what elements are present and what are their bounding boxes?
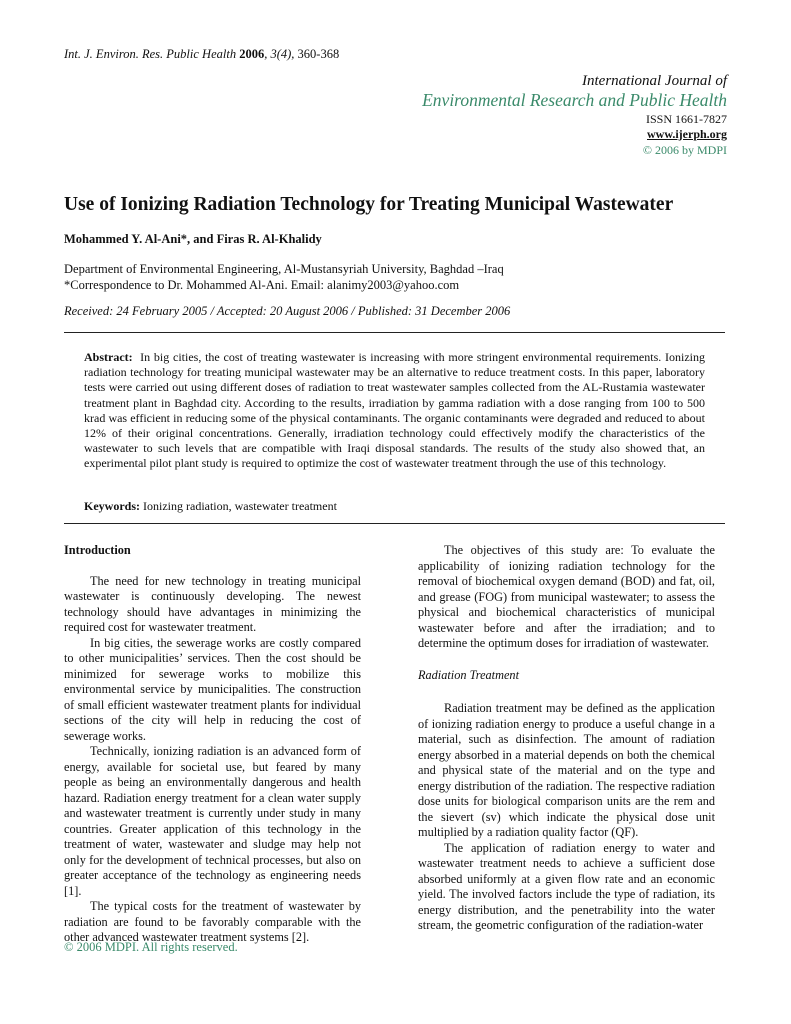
paragraph: Technically, ionizing radiation is an advanced form of energy, available for societal use, but feared by many people as being an environmentally dangerous and health hazard. Radiation energy treatment for a clean water supply and wastewater treatment is currently under study in many countries. Greater application of this technology in the treatment of water, wastewater and sludge may help not only for the development of technical processes, but also on greater acceptance of the technology as engineering needs [1]. [64, 744, 361, 898]
affiliation-line: Department of Environmental Engineering, Al-Mustansyriah University, Baghdad –Iraq [64, 262, 504, 276]
journal-name-line1: International Journal of [582, 73, 727, 89]
keywords-label: Keywords: [84, 499, 140, 513]
divider-bottom [64, 523, 725, 524]
column-right [418, 543, 715, 934]
paragraph: The application of radiation energy to water and wastewater treatment needs to achieve a sufficient dose absorbed uniformly at a given flow rate and an economic yield. The involved factors include the type of radiation, its energy distribution, and the penetrability into the water stream, the geometric configuration of the radiation-water [418, 840, 715, 932]
journal-website-link[interactable]: www.ijerph.org [647, 127, 727, 141]
citation-year: 2006 [239, 47, 265, 61]
paragraph: Radiation treatment may be defined as the application of ionizing radiation energy to produce a useful change in a material, such as disinfection. The amount of radiation energy absorbed in a material depends on both the chemical and physical state of the material and on the type and energy distribution of the radiation. The respective radiation dose units for biological comparison units are the rem and the sievert (sv) which indicate the physical dose unit multiplied by a radiation quality factor (QF). [418, 701, 715, 839]
footer-copyright: © 2006 MDPI. All rights reserved. [64, 940, 238, 954]
keywords-text: Ionizing radiation, wastewater treatment [143, 499, 337, 513]
keywords [84, 499, 337, 514]
abstract-text: In big cities, the cost of treating wastewater is increasing with more stringent environmental requirements. Ionizing radiation technology for treating municipal wastewater may be an alternative to reduce treatment costs. In this paper, laboratory tests were carried out using different doses of radiation to treat wastewater samples collected from the AL-Rustamia wastewater treatment plant in Baghdad city. According to the results, irradiation by gamma radiation with a dose ranging from 100 to 500 krad was efficient in reducing some of the physical contaminants. The organic contaminants were degraded and reduced to about 12% of their original concentrations. Generally, irradiation technology could effectively modify the characteristics of the wastewater to such levels that are compatible with Iraqi disposal standards. The results of the study also showed that, an experimental pilot plant study is required to optimize the cost of wastewater treatment through the use of this technology. [84, 350, 705, 471]
journal-name-line2: Environmental Research and Public Health [422, 90, 727, 110]
citation-pages: 360-368 [297, 47, 340, 61]
paragraph: The objectives of this study are: To evaluate the applicability of ionizing radiation technology for the removal of biochemical oxygen demand (BOD) and fat, oil, and grease (FOG) from municipal wastewater; to assess the physical and biochemical characteristics of municipal wastewater before and after the irradiation; and to determine the optimum doses for irradiation of wastewater. [418, 543, 715, 650]
article-dates: Received: 24 February 2005 / Accepted: 20 August 2006 / Published: 31 December 2006 [64, 304, 511, 318]
section-heading-introduction: Introduction [64, 543, 131, 557]
citation-issue: 3(4) [270, 47, 292, 61]
paragraph: The need for new technology in treating municipal wastewater is continuously developing. The newest technology should have advantages in minimizing the required cost for wastewater treatment. [64, 573, 361, 634]
issn: ISSN 1661-7827 [645, 112, 727, 126]
article-title: Use of Ionizing Radiation Technology for Treating Municipal Wastewater [64, 194, 674, 215]
abstract [84, 350, 705, 472]
section-heading-radiation-treatment: Radiation Treatment [418, 667, 519, 682]
divider-top [64, 332, 725, 333]
paragraph: In big cities, the sewerage works are costly compared to other municipalities’ services. Then the cost should be minimized for sewerage works to mobilize this environmental service by municipalities. The construction of small efficient wastewater treatment plants for individual sections of the city will help in reducing the cost of sewerage works. [64, 635, 361, 743]
correspondence-line: *Correspondence to Dr. Mohammed Al-Ani. Email: alanimy2003@yahoo.com [64, 278, 460, 292]
abstract-label: Abstract: [84, 350, 133, 364]
author-affiliation [64, 261, 504, 293]
citation-line: Int. J. Environ. Res. Public Health 2006, 3(4), 360-368 [64, 47, 340, 61]
citation-journal: Int. J. Environ. Res. Public Health [64, 47, 237, 61]
article-authors: Mohammed Y. Al-Ani*, and Firas R. Al-Khalidy [64, 232, 322, 246]
paragraph: The typical costs for the treatment of wastewater by radiation are found to be favorably comparable with the other advanced wastewater treatment systems [2]. [64, 899, 361, 944]
column-left [64, 543, 361, 946]
journal-copyright: © 2006 by MDPI [642, 143, 727, 157]
